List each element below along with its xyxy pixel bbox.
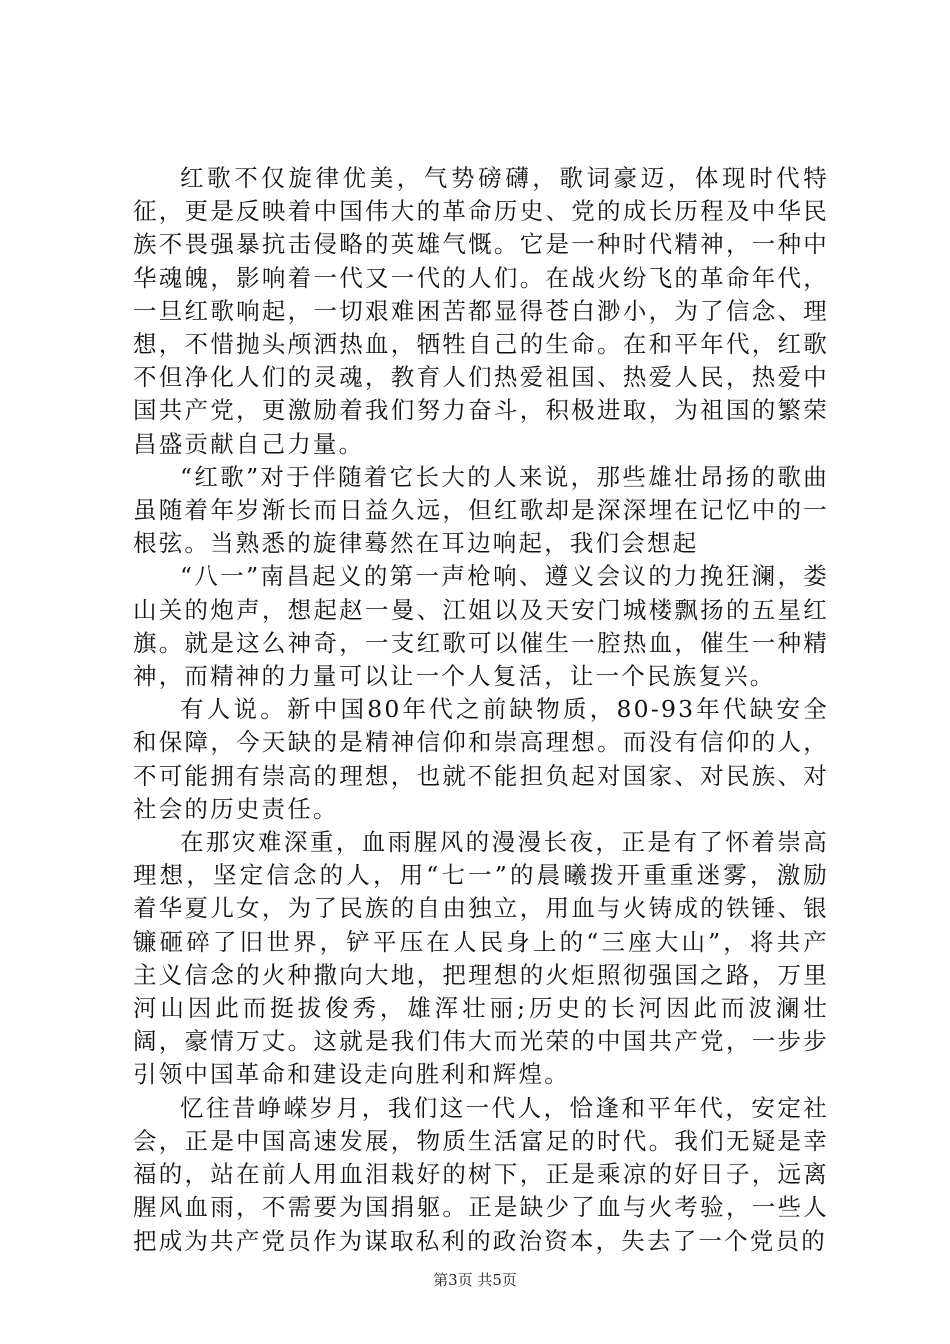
paragraph: 红歌不仅旋律优美，气势磅礴，歌词豪迈，体现时代特征，更是反映着中国伟大的革命历史、党的成长历程及中华民族不畏强暴抗击侵略的英雄气慨。它是一种时代精神，一种中华魂魄，影响着一代又一代的人们。在战火纷飞的革命年代，一旦红歌响起，一切艰难困苦都显得苍白渺小，为了信念、理想，不惜抛头颅洒热血，牺牲自己的生命。在和平年代，红歌不但净化人们的灵魂，教育人们热爱祖国、热爱人民，热爱中国共产党，更激励着我们努力奋斗，积极进取，为祖国的繁荣昌盛贡献自己力量。	[133, 164, 829, 458]
page-number-footer: 第3页 共5页	[433, 1271, 517, 1289]
paragraph: 忆往昔峥嵘岁月，我们这一代人，恰逢和平年代，安定社会，正是中国高速发展，物质生活富足的时代。我们无疑是幸福的，站在前人用血泪栽好的树下，正是乘凉的好日子，远离腥风血雨，不需要为国捐躯。正是缺少了血与火考验，一些人把成为共产党员作为谋取私利的政治资本，失去了一个党员的	[133, 1093, 829, 1255]
body-text	[133, 162, 829, 1258]
paragraph: 在那灾难深重，血雨腥风的漫漫长夜，正是有了怀着崇高理想，坚定信念的人，用“七一”的晨曦拨开重重迷雾，激励着华夏儿女，为了民族的自由独立，用血与火铸成的铁锤、银镰砸碎了旧世界，铲平压在人民身上的“三座大山”，将共产主义信念的火种撒向大地，把理想的火炬照彻强国之路，万里河山因此而挺拔俊秀，雄浑壮丽;历史的长河因此而波澜壮阔，豪情万丈。这就是我们伟大而光荣的中国共产党，一步步引领中国革命和建设走向胜利和辉煌。	[133, 828, 829, 1089]
paragraph: 有人说。新中国80年代之前缺物质，80-93年代缺安全和保障，今天缺的是精神信仰和崇高理想。而没有信仰的人，不可能拥有崇高的理想，也就不能担负起对国家、对民族、对社会的历史责任。	[133, 695, 829, 823]
paragraph: “红歌”对于伴随着它长大的人来说，那些雄壮昂扬的歌曲虽随着年岁渐长而日益久远，但红歌却是深深埋在记忆中的一根弦。当熟悉的旋律蓦然在耳边响起，我们会想起	[133, 462, 829, 558]
paragraph: “八一”南昌起义的第一声枪响、遵义会议的力挽狂澜，娄山关的炮声，想起赵一曼、江姐以及天安门城楼飘扬的五星红旗。就是这么神奇，一支红歌可以催生一腔热血，催生一种精神，而精神的力量可以让一个人复活，让一个民族复兴。	[133, 562, 829, 691]
